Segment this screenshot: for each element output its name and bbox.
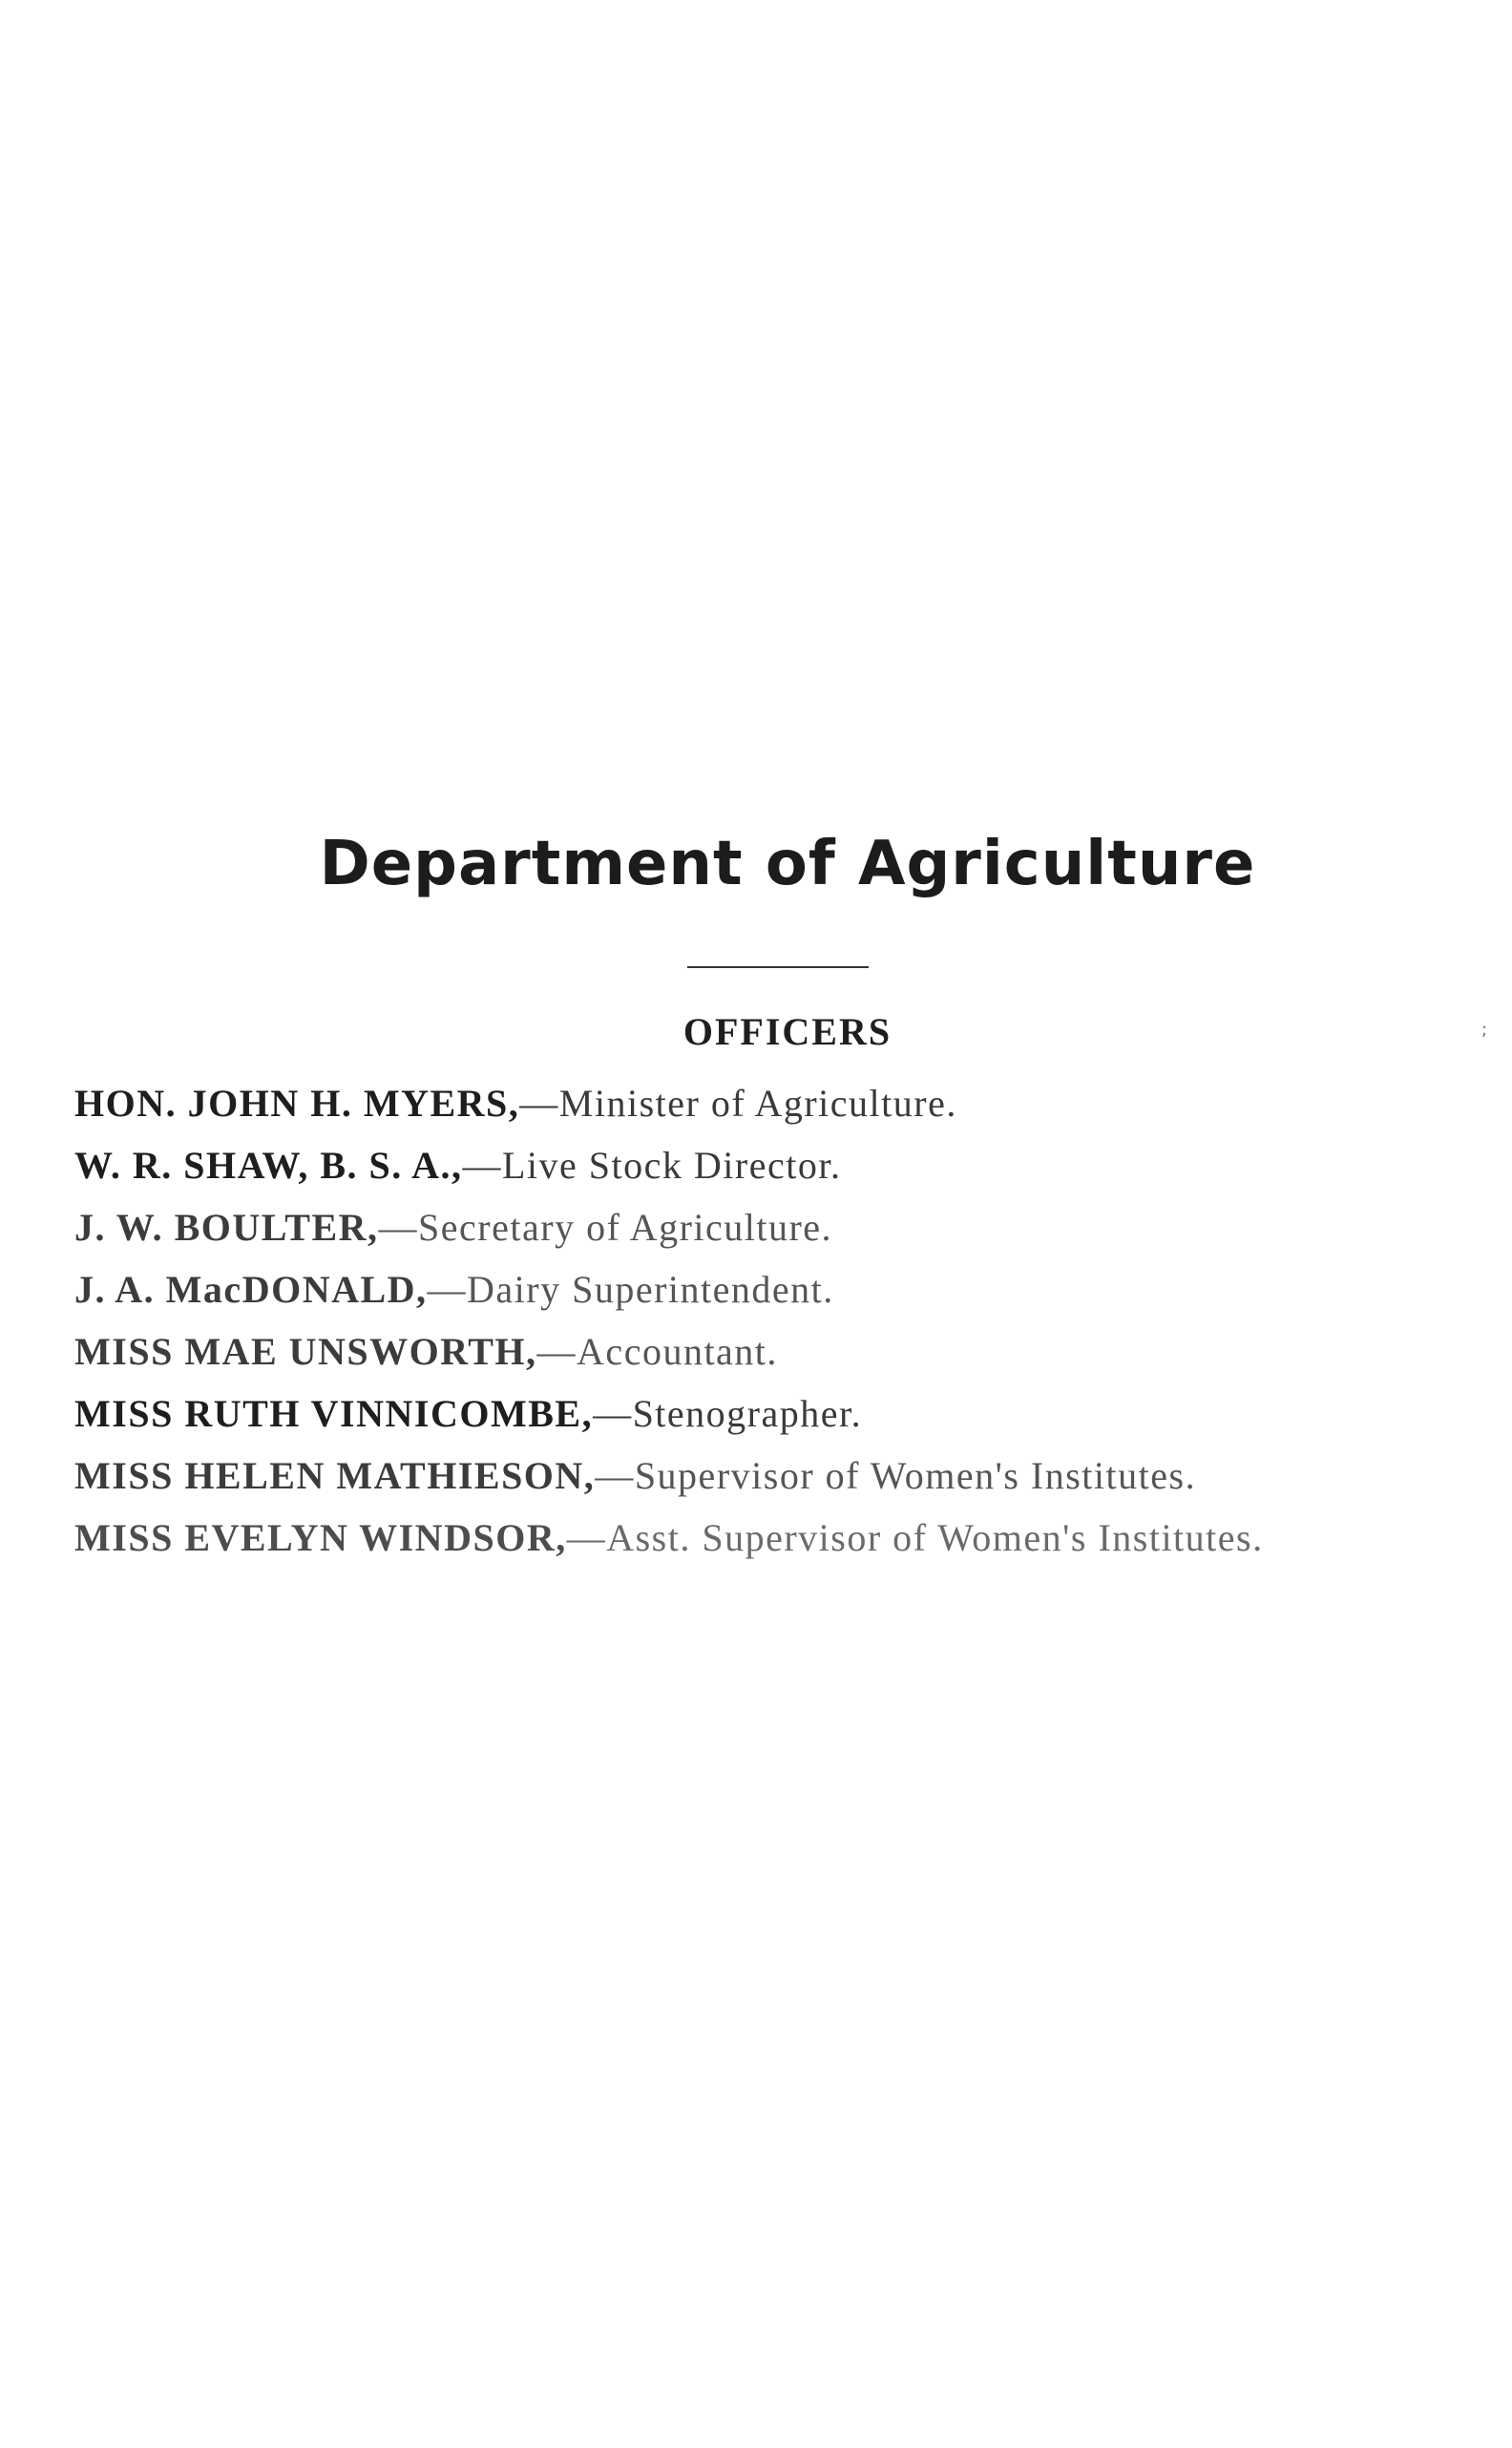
officer-title: —Stenographer. [593,1392,863,1435]
officer-title: —Asst. Supervisor of Women's Institutes. [566,1516,1264,1559]
officer-name: MISS RUTH VINNICOMBE, [74,1392,594,1435]
officer-entry [74,1196,1264,1258]
officer-title: —Live Stock Director. [462,1144,842,1187]
officer-title: —Minister of Agriculture. [519,1082,957,1125]
margin-mark: ; [1481,1020,1488,1040]
officer-name: HON. JOHN H. MYERS, [74,1082,520,1125]
officer-entry [74,1445,1264,1507]
officer-entry [74,1134,1264,1196]
officer-entry [74,1382,1264,1445]
officer-name: J. W. BOULTER, [74,1206,379,1249]
title-divider [687,966,869,968]
officer-name: J. A. MacDONALD, [74,1268,428,1311]
officer-title: —Secretary of Agriculture. [378,1206,833,1249]
officer-entry [74,1072,1264,1134]
officers-heading: OFFICERS [682,1010,892,1053]
officer-name: W. R. SHAW, B. S. A., [74,1144,463,1187]
officer-name: MISS EVELYN WINDSOR, [74,1516,567,1559]
officer-name: MISS MAE UNSWORTH, [74,1330,537,1373]
officer-title: —Dairy Superintendent. [427,1268,834,1311]
page-title: Department of Agriculture [319,829,1256,899]
officer-entry [74,1507,1264,1569]
officer-title: —Supervisor of Women's Institutes. [595,1454,1197,1497]
officers-list [74,1072,1264,1569]
officer-name: MISS HELEN MATHIESON, [74,1454,596,1497]
officer-entry [74,1258,1264,1320]
officer-title: —Accountant. [536,1330,778,1373]
officer-entry [74,1320,1264,1382]
